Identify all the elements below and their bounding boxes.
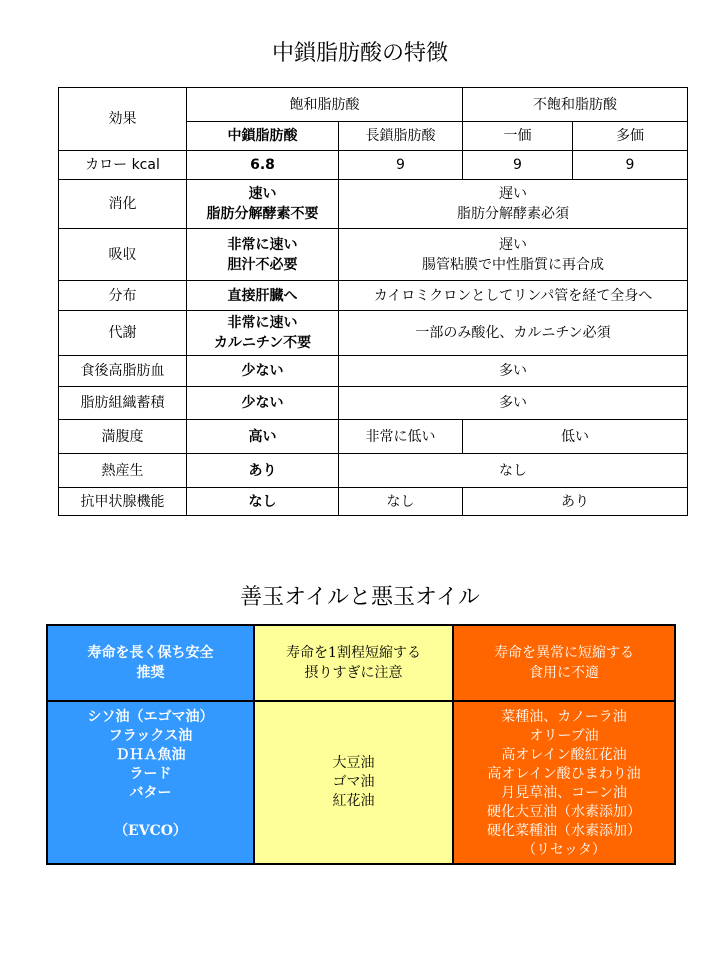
table-row xyxy=(59,180,688,229)
row-cell: 9 xyxy=(463,151,573,180)
row-cell: 少ない xyxy=(187,387,339,420)
subheader-mct: 中鎖脂肪酸 xyxy=(187,122,339,151)
saturated-header-cell: 飽和脂肪酸 xyxy=(187,88,463,122)
row-label: 脂肪組織蓄積 xyxy=(59,387,187,420)
mct-features-table xyxy=(58,87,688,516)
table-row xyxy=(59,356,688,387)
row-cell: なし xyxy=(187,488,339,516)
row-label: 消化 xyxy=(59,180,187,229)
moderate-oil-list: 大豆油 ゴマ油 紅花油 xyxy=(254,701,453,864)
oil-header-row xyxy=(47,625,675,701)
row-cell: カイロミクロンとしてリンパ管を経て全身へ xyxy=(339,281,688,311)
row-label: 熱産生 xyxy=(59,454,187,488)
row-cell: あり xyxy=(187,454,339,488)
row-cell: 遅い 腸管粘膜で中性脂質に再合成 xyxy=(339,229,688,281)
row-cell: 遅い 脂肪分解酵素必須 xyxy=(339,180,688,229)
mct-features-title: 中鎖脂肪酸の特徴 xyxy=(271,41,448,66)
moderate-oil-header: 寿命を1割程短縮する 摂りすぎに注意 xyxy=(254,625,453,701)
good-oil-header: 寿命を長く保ち安全 推奨 xyxy=(47,625,254,701)
bad-oil-header: 寿命を異常に短縮する 食用に不適 xyxy=(453,625,675,701)
row-cell: 速い 脂肪分解酵素不要 xyxy=(187,180,339,229)
row-label: 抗甲状腺機能 xyxy=(59,488,187,516)
oil-body-row xyxy=(47,701,675,864)
row-cell: 非常に速い カルニチン不要 xyxy=(187,311,339,356)
row-cell: 多い xyxy=(339,356,688,387)
good-bad-oil-title: 善玉オイルと悪玉オイル xyxy=(240,585,480,610)
table-row xyxy=(59,229,688,281)
row-label: 代謝 xyxy=(59,311,187,356)
bad-oil-list: 菜種油、カノーラ油 オリーブ油 高オレイン酸紅花油 高オレイン酸ひまわり油 月見草油、コーン油 硬化大豆油（水素添加） 硬化菜種油（水素添加） （リセッタ） xyxy=(453,701,675,864)
table-row xyxy=(59,311,688,356)
table-row xyxy=(59,387,688,420)
row-label: 食後高脂肪血 xyxy=(59,356,187,387)
table-row xyxy=(59,420,688,454)
row-label: 分布 xyxy=(59,281,187,311)
effect-header-cell: 効果 xyxy=(59,88,187,151)
row-label: 吸収 xyxy=(59,229,187,281)
table-row xyxy=(59,488,688,516)
table-row xyxy=(59,454,688,488)
table-header-row xyxy=(59,88,688,122)
table-row xyxy=(59,281,688,311)
row-cell: 9 xyxy=(573,151,688,180)
row-cell: 多い xyxy=(339,387,688,420)
row-cell: 6.8 xyxy=(187,151,339,180)
subheader-lct: 長鎖脂肪酸 xyxy=(339,122,463,151)
row-cell: 一部のみ酸化、カルニチン必須 xyxy=(339,311,688,356)
row-label: カロー kcal xyxy=(59,151,187,180)
subheader-poly: 多価 xyxy=(573,122,688,151)
row-label: 満腹度 xyxy=(59,420,187,454)
row-cell: なし xyxy=(339,488,463,516)
row-cell: 高い xyxy=(187,420,339,454)
row-cell: なし xyxy=(339,454,688,488)
good-oil-list: シソ油（エゴマ油） フラックス油 ＤＨＡ魚油 ラード バター （EVCO） xyxy=(47,701,254,864)
subheader-mono: 一価 xyxy=(463,122,573,151)
row-cell: 非常に速い 胆汁不必要 xyxy=(187,229,339,281)
row-cell: 低い xyxy=(463,420,688,454)
row-cell: 少ない xyxy=(187,356,339,387)
table-row xyxy=(59,151,688,180)
row-cell: 9 xyxy=(339,151,463,180)
unsaturated-header-cell: 不飽和脂肪酸 xyxy=(463,88,688,122)
row-cell: 直接肝臓へ xyxy=(187,281,339,311)
row-cell: あり xyxy=(463,488,688,516)
oil-classification-table xyxy=(46,624,676,865)
row-cell: 非常に低い xyxy=(339,420,463,454)
